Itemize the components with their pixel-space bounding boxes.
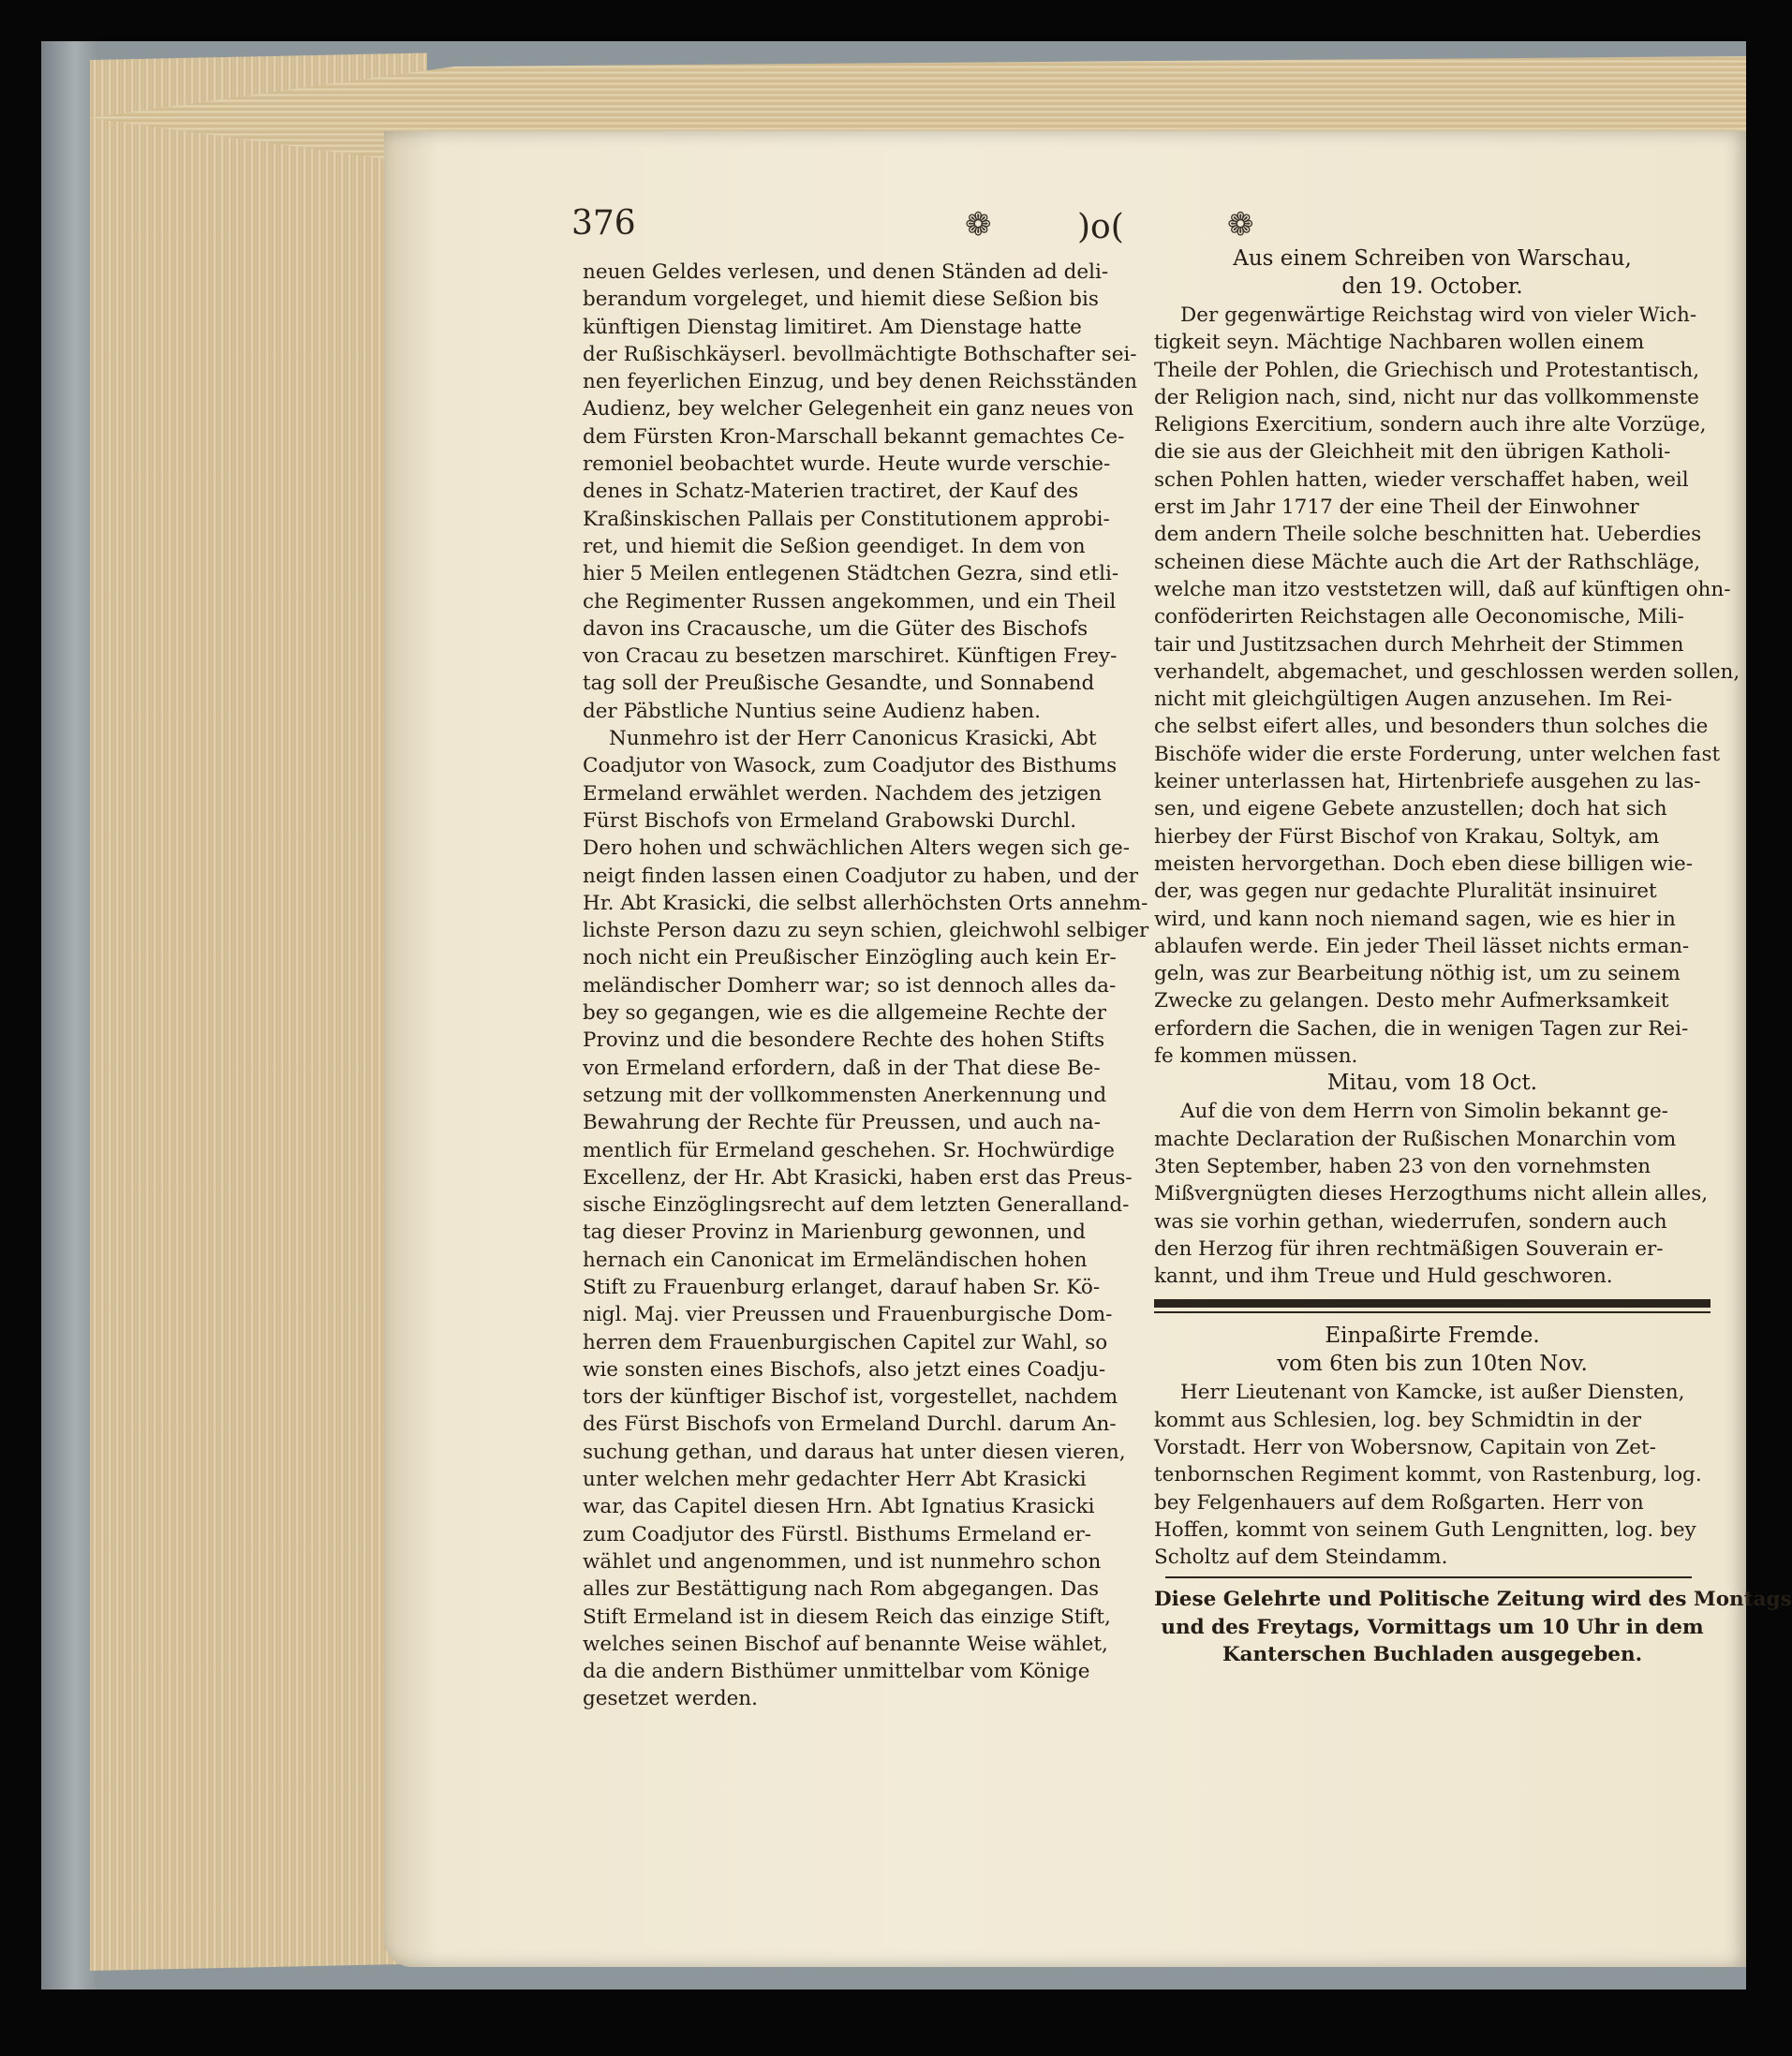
publication-notice bbox=[1154, 1586, 1792, 1668]
left-text-line: Audienz, bey welcher Gelegenheit ein ganz neues von bbox=[583, 397, 1134, 422]
arrivals-text-line: Vorstadt. Herr von Wobersnow, Capitain von Zet- bbox=[1154, 1435, 1656, 1459]
mitau-text-line: kannt, und ihm Treue und Huld geschworen. bbox=[1154, 1265, 1613, 1289]
left-text-line: Dero hohen und schwächlichen Alters wegen sich ge- bbox=[583, 836, 1131, 861]
left-text-line: tors der künftiger Bischof ist, vorgestellet, nachdem bbox=[583, 1385, 1118, 1410]
notice-text-line: Kanterschen Buchladen ausgegeben. bbox=[1222, 1643, 1643, 1667]
left-text-line: der Päbstliche Nuntius seine Audienz haben. bbox=[583, 699, 1041, 723]
warsaw-text-line: fe kommen müssen. bbox=[1154, 1044, 1358, 1069]
left-text-line: Stift zu Frauenburg erlanget, darauf haben Sr. Kö- bbox=[583, 1275, 1101, 1299]
left-text-line: neigt finden lassen einen Coadjutor zu haben, und der bbox=[583, 864, 1138, 888]
left-text-line: che Regimenter Russen angekommen, und ein Theil bbox=[583, 589, 1117, 614]
warsaw-text-line: erfordern die Sachen, die in wenigen Tagen zur Rei- bbox=[1154, 1016, 1689, 1041]
arrivals-text-line: tenbornschen Regiment kommt, von Rastenburg, log. bbox=[1154, 1463, 1702, 1487]
warsaw-text-line: schen Pohlen hatten, wieder verschaffet haben, weil bbox=[1154, 467, 1689, 492]
left-text-line: Provinz und die besondere Rechte des hohen Stifts bbox=[583, 1028, 1105, 1053]
mitau-report bbox=[1154, 1098, 1711, 1290]
right-column bbox=[1154, 245, 1792, 1668]
warsaw-text-line: hierbey der Fürst Bischof von Krakau, Soltyk, am bbox=[1154, 824, 1660, 849]
warsaw-text-line: verhandelt, abgemachet, und geschlossen werden sollen, bbox=[1154, 659, 1740, 684]
left-text-line: noch nicht ein Preußischer Einzögling auch kein Er- bbox=[583, 946, 1117, 970]
left-text-line: Coadjutor von Wasock, zum Coadjutor des Bisthums bbox=[583, 754, 1118, 778]
mitau-text-line: was sie vorhin gethan, wiederrufen, sondern auch bbox=[1154, 1209, 1667, 1234]
left-text-line: gesetzet werden. bbox=[583, 1687, 758, 1711]
running-head-mark: )o( bbox=[1077, 208, 1124, 246]
warsaw-text-line: keiner unterlassen hat, Hirtenbriefe ausgehen zu las- bbox=[1154, 770, 1701, 794]
arrivals-dates: vom 6ten bis zun 10ten Nov. bbox=[1277, 1352, 1588, 1377]
left-text-line: davon ins Cracausche, um die Güter des Bischofs bbox=[583, 616, 1089, 641]
warsaw-text-line: Zwecke zu gelangen. Desto mehr Aufmerksamkeit bbox=[1154, 989, 1669, 1013]
warsaw-text-line: meisten hervorgethan. Doch eben diese billigen wie- bbox=[1154, 851, 1694, 876]
left-text-line: tag soll der Preußische Gesandte, und Sonnabend bbox=[583, 672, 1095, 696]
warsaw-text-line: ablaufen werde. Ein jeder Theil lässet nichts erman- bbox=[1154, 934, 1690, 958]
left-text-line: dem Fürsten Kron-Marschall bekannt gemachtes Ce- bbox=[583, 424, 1125, 449]
dateline-warsaw: Aus einem Schreiben von Warschau, bbox=[1233, 246, 1632, 271]
warsaw-text-line: tair und Justitzsachen durch Mehrheit der Stimmen bbox=[1154, 632, 1684, 657]
arrivals-title: Einpaßirte Fremde. bbox=[1325, 1324, 1540, 1349]
warsaw-text-line: der, was gegen nur gedachte Pluralität insinuiret bbox=[1154, 880, 1657, 904]
left-text-line: unter welchen mehr gedachter Herr Abt Krasicki bbox=[583, 1468, 1087, 1492]
left-text-line: remoniel beobachtet wurde. Heute wurde verschie- bbox=[583, 452, 1111, 477]
left-text-line: Stift Ermeland ist in diesem Reich das einzige Stift, bbox=[583, 1605, 1111, 1629]
left-text-line: war, das Capitel diesen Hrn. Abt Ignatius Krasicki bbox=[583, 1495, 1095, 1519]
warsaw-text-line: erst im Jahr 1717 der eine Theil der Einwohner bbox=[1154, 496, 1639, 520]
left-text-line: herren dem Frauenburgischen Capitel zur Wahl, so bbox=[583, 1330, 1108, 1354]
left-text-line: zum Coadjutor des Fürstl. Bisthums Ermeland er- bbox=[583, 1522, 1091, 1546]
left-text-line: hernach ein Canonicat im Ermeländischen hohen bbox=[583, 1248, 1088, 1272]
warsaw-text-line: nicht mit gleichgültigen Augen anzusehen. Im Rei- bbox=[1154, 688, 1673, 712]
left-text-line: suchung gethan, und daraus hat unter diesen vieren, bbox=[583, 1440, 1126, 1464]
notice-rule bbox=[1165, 1576, 1692, 1578]
left-text-line: Excellenz, der Hr. Abt Krasicki, haben erst das Preus- bbox=[583, 1165, 1133, 1190]
left-text-line: wie sonsten eines Bischofs, also jetzt eines Coadju- bbox=[583, 1357, 1106, 1382]
dateline-mitau: Mitau, vom 18 Oct. bbox=[1326, 1071, 1538, 1096]
warsaw-text-line: Bischöfe wider die erste Forderung, unter welchen fast bbox=[1154, 742, 1721, 766]
left-text-line: lichste Person dazu zu seyn schien, gleichwohl selbiger bbox=[583, 919, 1149, 943]
left-text-line: nen feyerlichen Einzug, und bey denen Reichsständen bbox=[583, 370, 1138, 394]
warsaw-text-line: scheinen diese Mächte auch die Art der Rathschläge, bbox=[1154, 550, 1701, 574]
left-text-line: Bewahrung der Rechte für Preussen, und auch na- bbox=[583, 1111, 1101, 1135]
arrivals-text-line: kommt aus Schlesien, log. bey Schmidtin in der bbox=[1154, 1408, 1641, 1432]
left-text-line: sische Einzöglingsrecht auf dem letzten Generalland- bbox=[583, 1193, 1130, 1218]
mitau-text-line: Auf die von dem Herrn von Simolin bekannt ge- bbox=[1180, 1100, 1668, 1124]
left-text-line: da die andern Bisthümer unmittelbar vom Könige bbox=[583, 1660, 1090, 1684]
arrivals-text-line: Hoffen, kommt von seinem Guth Lengnitten, log. bey bbox=[1154, 1517, 1696, 1542]
warsaw-text-line: wird, und kann noch niemand sagen, wie es hier in bbox=[1154, 907, 1676, 931]
warsaw-text-line: Theile der Pohlen, die Griechisch und Protestantisch, bbox=[1154, 358, 1700, 382]
left-text-line: berandum vorgeleget, und hiemit diese Seßion bis bbox=[583, 288, 1099, 312]
arrivals-text-line: Scholtz auf dem Steindamm. bbox=[1154, 1546, 1448, 1570]
arrivals-text-line: Herr Lieutenant von Kamcke, ist außer Diensten, bbox=[1180, 1381, 1685, 1405]
left-text-line: der Rußischkäyserl. bevollmächtigte Bothschafter sei- bbox=[583, 342, 1137, 366]
left-text-line: Ermeland erwählet werden. Nachdem des jetzigen bbox=[583, 781, 1102, 806]
left-text-line: hier 5 Meilen entlegenen Städtchen Gezra, sind etli- bbox=[583, 562, 1119, 586]
notice-text-line: und des Freytags, Vormittags um 10 Uhr in dem bbox=[1161, 1615, 1704, 1639]
mitau-text-line: machte Declaration der Rußischen Monarchin vom bbox=[1154, 1127, 1677, 1151]
fleuron-icon: ❁ bbox=[965, 206, 992, 244]
left-text-line: welches seinen Bischof auf benannte Weise wählet, bbox=[583, 1632, 1108, 1656]
page-stack-side bbox=[90, 52, 427, 1971]
left-text-line: nigl. Maj. vier Preussen und Frauenburgische Dom- bbox=[583, 1303, 1113, 1327]
left-text-line: ret, und hiemit die Seßion geendiget. In dem von bbox=[583, 534, 1086, 558]
left-text-line: des Fürst Bischofs von Ermeland Durchl. darum An- bbox=[583, 1413, 1117, 1437]
section-rule-thin bbox=[1154, 1311, 1711, 1313]
left-text-line: Hr. Abt Krasicki, die selbst allerhöchsten Orts annehm- bbox=[583, 891, 1148, 915]
left-text-line: setzung mit der vollkommensten Anerkennung und bbox=[583, 1083, 1107, 1107]
left-column bbox=[583, 259, 1149, 1713]
warsaw-text-line: geln, was zur Bearbeitung nöthig ist, um zu seinem bbox=[1154, 962, 1681, 986]
left-text-line: Kraßinskischen Pallais per Constitutionem approbi- bbox=[583, 507, 1110, 531]
warsaw-text-line: der Religion nach, sind, nicht nur das vollkommenste bbox=[1154, 385, 1699, 409]
warsaw-text-line: che selbst eifert alles, und besonders thun solches die bbox=[1154, 715, 1709, 739]
left-text-line: meländischer Domherr war; so ist dennoch alles da- bbox=[583, 973, 1117, 998]
warsaw-text-line: dem andern Theile solche beschnitten hat. Ueberdies bbox=[1154, 523, 1702, 547]
left-text-line: alles zur Bestättigung nach Rom abgegangen. Das bbox=[583, 1577, 1100, 1602]
left-text-line: künftigen Dienstag limitiret. Am Dienstage hatte bbox=[583, 315, 1082, 339]
mitau-text-line: Mißvergnügten dieses Herzogthums nicht allein alles, bbox=[1154, 1182, 1709, 1206]
left-text-line: Fürst Bischofs von Ermeland Grabowski Durchl. bbox=[583, 808, 1077, 833]
warsaw-text-line: tigkeit seyn. Mächtige Nachbaren wollen einem bbox=[1154, 331, 1645, 355]
left-text-line: wählet und angenommen, und ist nunmehro schon bbox=[583, 1549, 1102, 1574]
left-text-line: von Cracau zu besetzen marschiret. Künftigen Frey- bbox=[583, 644, 1118, 669]
left-text-line: mentlich für Ermeland geschehen. Sr. Hochwürdige bbox=[583, 1138, 1115, 1162]
book-spine-edge bbox=[41, 41, 97, 1989]
warsaw-report bbox=[1154, 302, 1740, 1070]
mitau-text-line: 3ten September, haben 23 von den vornehmsten bbox=[1154, 1154, 1651, 1178]
warsaw-text-line: Der gegenwärtige Reichstag wird von vieler Wich- bbox=[1180, 303, 1697, 327]
warsaw-text-line: welche man itzo veststetzen will, daß auf künftigen ohn- bbox=[1154, 577, 1731, 601]
arrivals-text-line: bey Felgenhauers auf dem Roßgarten. Herr von bbox=[1154, 1490, 1644, 1515]
warsaw-text-line: die sie aus der Gleichheit mit den übrigen Katholi- bbox=[1154, 440, 1671, 465]
warsaw-text-line: sen, und eigene Gebete anzustellen; doch hat sich bbox=[1154, 797, 1667, 821]
notice-text-line: Diese Gelehrte und Politische Zeitung wird des Montags bbox=[1154, 1588, 1792, 1612]
page-number: 376 bbox=[571, 204, 636, 243]
left-text-line: bey so gegangen, wie es die allgemeine Rechte der bbox=[583, 1001, 1107, 1026]
left-text-line: von Ermeland erfordern, daß in der That diese Be- bbox=[583, 1056, 1101, 1080]
dateline-warsaw-date: den 19. October. bbox=[1341, 274, 1523, 299]
warsaw-text-line: conföderirten Reichstagen alle Oeconomische, Mili- bbox=[1154, 605, 1684, 629]
warsaw-text-line: Religions Exercitium, sondern auch ihre alte Vorzüge, bbox=[1154, 413, 1707, 437]
section-rule-thick bbox=[1154, 1299, 1711, 1308]
fleuron-icon: ❁ bbox=[1227, 206, 1254, 244]
left-text-line: Nunmehro ist der Herr Canonicus Krasicki, Abt bbox=[609, 727, 1097, 751]
left-text-line: denes in Schatz-Materien tractiret, der Kauf des bbox=[583, 480, 1079, 504]
left-text-line: tag dieser Provinz in Marienburg gewonnen, und bbox=[583, 1220, 1086, 1245]
left-text-line: neuen Geldes verlesen, und denen Ständen ad deli- bbox=[583, 260, 1109, 284]
mitau-text-line: den Herzog für ihren rechtmäßigen Souverain er- bbox=[1154, 1236, 1664, 1261]
arrivals-list bbox=[1154, 1379, 1711, 1571]
